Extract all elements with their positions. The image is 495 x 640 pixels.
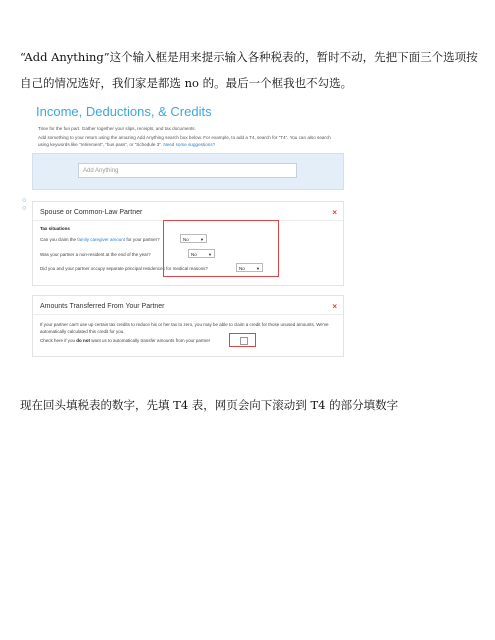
question-separate-residences: Did you and your partner occupy separate principal residences for medical reasons?	[40, 266, 208, 271]
separate-residences-select-value: No	[239, 266, 245, 271]
transfer-checkbox-label	[40, 338, 210, 343]
card-divider	[33, 314, 343, 315]
instruction-paragraph-2: 现在回头填税表的数字，先填 T4 表，网页会向下滚动到 T4 的部分填数字	[20, 398, 399, 412]
check-label-post: want us to automatically transfer amounts from your partner	[90, 338, 211, 343]
caregiver-select-value: No	[183, 237, 189, 242]
intro-line-1: Time for the fun part. Gather together your slips, receipts, and tax documents.	[38, 126, 196, 131]
intro-text	[38, 125, 338, 148]
nonresident-select-value: No	[191, 252, 197, 257]
transfer-card	[32, 295, 344, 357]
chevron-down-icon: ▼	[200, 237, 204, 242]
add-anything-input[interactable]: Add Anything	[78, 163, 297, 178]
tax-situations-heading: Tax situations	[40, 226, 70, 231]
add-anything-band	[32, 153, 344, 190]
question-caregiver-pre: Can you claim the	[40, 237, 78, 242]
close-icon[interactable]: ×	[332, 302, 337, 311]
check-label-pre: Check here if you	[40, 338, 77, 343]
transfer-description: If your partner can't use up certain tax credits to reduce his or her tax to zero, you may be able to claim a credit for those unused amounts. We've automatically calculated this credit for you.	[40, 322, 329, 334]
ring-icon-top: ○	[22, 197, 27, 204]
highlight-box	[229, 333, 256, 347]
transfer-card-title: Amounts Transferred From Your Partner	[40, 303, 165, 310]
question-nonresident: Was your partner a non-resident at the end of the year?	[40, 252, 151, 257]
question-caregiver	[40, 237, 160, 242]
close-icon[interactable]: ×	[332, 208, 337, 217]
chevron-down-icon: ▼	[256, 266, 260, 271]
ring-icon-bottom: ○	[22, 205, 27, 212]
highlight-box	[163, 220, 279, 277]
suggestions-link[interactable]: Need some suggestions?	[163, 142, 216, 147]
caregiver-amount-link[interactable]: family caregiver amount	[77, 237, 126, 242]
spouse-card	[32, 201, 344, 286]
spouse-card-title: Spouse or Common-Law Partner	[40, 209, 143, 216]
chevron-down-icon: ▼	[208, 252, 212, 257]
check-label-bold: do not	[76, 338, 91, 343]
page-title: Income, Deductions, & Credits	[36, 104, 212, 119]
intro-line-2-text: Add something to your return using the amazing Add Anything search box below. For example, to add a T4, search for “T4”. You can also search using keywords like “retirement”, “bus pass”, or “Schedule 3”.	[38, 135, 331, 147]
embedded-screenshot	[22, 96, 344, 358]
intro-line-2	[38, 134, 338, 148]
instruction-paragraph-1: “Add Anything”这个输入框是用来提示输入各种税表的，暂时不动，先把下面三个选项按自己的情况选好，我们家是都选 no 的。最后一个框我也不勾选。	[20, 50, 478, 90]
question-caregiver-post: for your partner?	[125, 237, 160, 242]
